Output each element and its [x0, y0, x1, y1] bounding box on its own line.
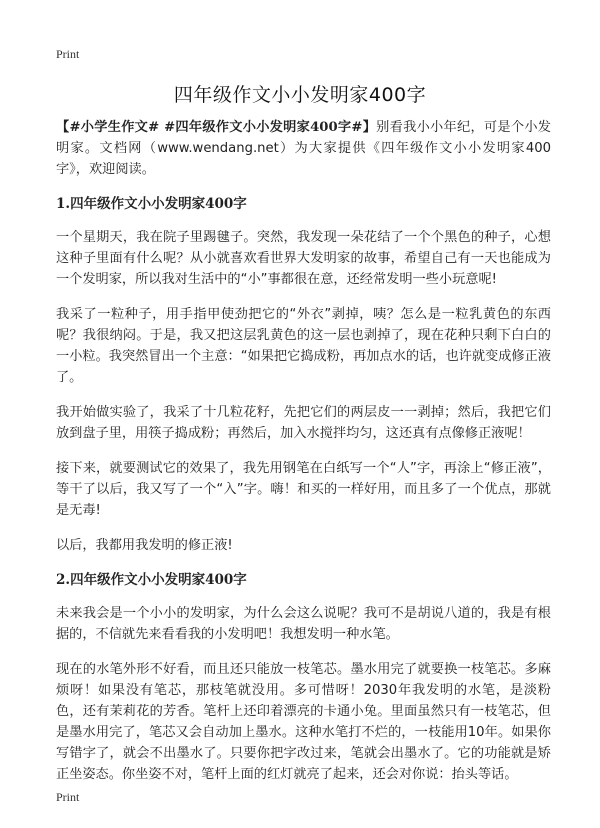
section-2-paragraph-2: 现在的水笔外形不好看，而且还只能放一枝笔芯。墨水用完了就要换一枝笔芯。多麻烦呀！如果没有笔芯，那枝笔就没用。多可惜呀！2030年我发明的水笔，是淡粉色，还有茉莉花的芳香。笔杆上还印着漂亮的卡通小兔。里面虽然只有一枝笔芯，但是墨水用完了，笔芯又会自动加上墨水。这种水笔打不烂的，一枝能用10年。如果你写错字了，就会不出墨水了。只要你把字改过来，笔就会出墨水了。它的功能就是矫正坐姿态。你坐姿不对，笔杆上面的红灯就亮了起来，还会对你说：抬头等话。: [56, 662, 551, 782]
section-1-heading: 1.四年级作文小小发明家400字: [56, 196, 247, 212]
print-footer: Print: [56, 790, 80, 804]
document-title: 四年级作文小小发明家400字: [173, 84, 427, 106]
section-1-paragraph-3: 我开始做实验了，我采了十几粒花籽，先把它们的两层皮一一剥掉；然后，我把它们放到盘子里，用筷子捣成粉；再然后，加入水搅拌均匀，这还真有点像修正液呢！: [56, 405, 551, 441]
intro-text: 别看我小小年纪，可是个小发明家。文档网（www.wendang.net）为大家提供《四年级作文小小发明家400字》，欢迎阅读。: [56, 120, 551, 177]
section-1-paragraph-5: 以后，我都用我发明的修正液!: [56, 538, 233, 553]
intro-paragraph: [56, 117, 551, 180]
section-2-paragraph-1: 未来我会是一个小小的发明家，为什么会这么说呢？我可不是胡说八道的，我是有根据的，不信就先来看看我的小发明吧！我想发明一种水笔。: [56, 606, 551, 642]
section-1-paragraph-1: 一个星期天，我在院子里踢毽子。突然，我发现一朵花结了一个个黑色的种子，心想这种子里面有什么呢？从小就喜欢看世界大发明家的故事，希望自己有一天也能成为一个发明家，所以我对生活中的“小”事都很在意，还经常发明一些小玩意呢!: [56, 230, 551, 287]
section-1-paragraph-4: 接下来，就要测试它的效果了，我先用钢笔在白纸写一个“人”字，再涂上“修正液”，等干了以后，我又写了一个“入”字。嗨！和买的一样好用，而且多了一个优点，那就是无毒!: [56, 461, 551, 518]
document-body: [56, 117, 551, 799]
print-header: Print: [56, 47, 80, 61]
section-2-heading: 2.四年级作文小小发明家400字: [56, 572, 247, 588]
intro-tags: 【#小学生作文# #四年级作文小小发明家400字#】: [56, 120, 377, 135]
section-1-paragraph-2: 我采了一粒种子，用手指甲使劲把它的“外衣”剥掉，咦？怎么是一粒乳黄色的东西呢？我很纳闷。于是，我又把这层乳黄色的这一层也剥掉了，现在花种只剩下白白的一小粒。我突然冒出一个主意：“如果把它捣成粉，再加点水的话，也许就变成修正液了。: [56, 307, 551, 385]
